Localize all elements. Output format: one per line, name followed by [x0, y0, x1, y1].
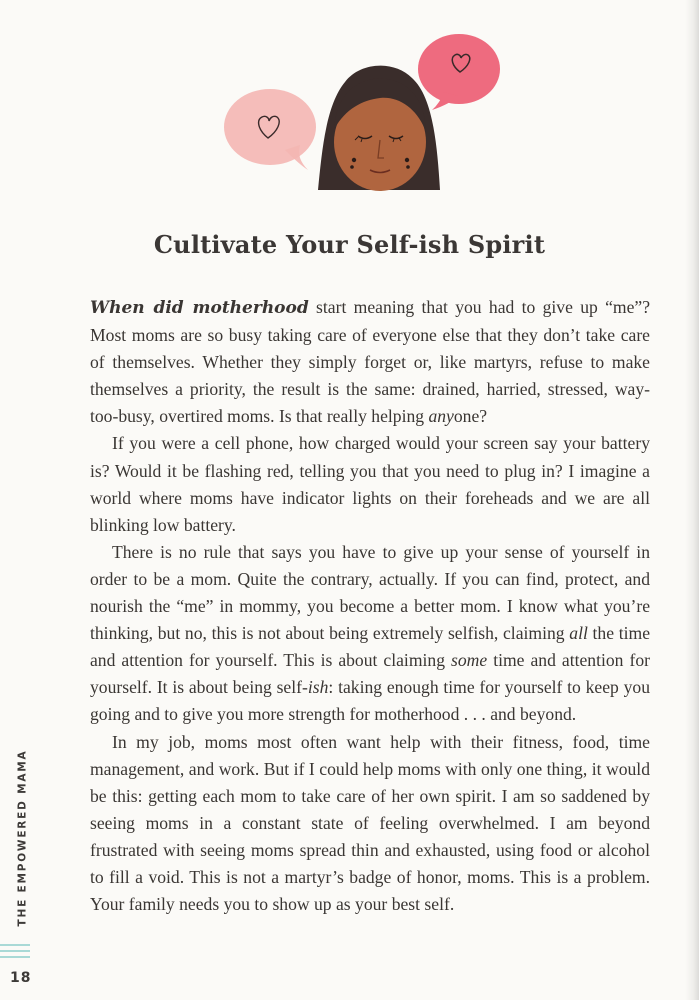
italic-text: ish: [307, 677, 329, 698]
text-segment: If you were a cell phone, how charged would your screen say your battery is? Would it be flashing red, telling you that you need to plug in? I imagine a world where moms have indicator lights on their foreheads and we are all blinking low battery.: [90, 433, 650, 535]
paragraph: [90, 539, 650, 729]
text-segment: one?: [453, 406, 488, 427]
text-segment: In my job, moms most often want help with their fitness, food, time management, and work. But if I could help moms with only one thing, it would be this: getting each mom to take care of her own spirit. I am so saddened by seeing moms in a constant state of feeling overwhelmed. I am beyond frustrated with seeing moms spread thin and exhausted, using food or alcohol to fill a void. This is not a martyr’s badge of honor, moms. This is a problem. Your family needs you to show up as your best self.: [90, 731, 650, 915]
header-illustration: [0, 0, 699, 200]
paragraph: [90, 430, 650, 538]
text-segment: time and attention for yourself. It is about being self-: [90, 650, 651, 698]
accent-lines: [0, 944, 30, 962]
italic-text: all: [569, 623, 588, 644]
right-speech-bubble: [418, 34, 500, 110]
italic-text: any: [428, 406, 454, 427]
paragraph: [90, 729, 650, 919]
paragraph: [90, 294, 650, 430]
woman-face-illustration: [318, 66, 440, 191]
body-text: [90, 294, 650, 918]
text-segment: start meaning that you had to give up “me”? Most moms are so busy taking care of everyone else that they don’t take care of themselves. Whether they simply forget or, like martyrs, refuse to make themselves a priority, the result is the same: drained, harried, stressed, way-too-busy, overtired moms. Is that really helping: [90, 297, 651, 427]
accent-line: [0, 950, 30, 952]
italic-text: some: [451, 650, 488, 671]
page-number: 18: [10, 970, 32, 986]
page-binding-shadow: [685, 0, 699, 1000]
text-segment: : taking enough time for yourself to keep you going and to give you more strength for motherhood . . . and beyond.: [90, 677, 650, 725]
running-head: [8, 748, 36, 928]
accent-line: [0, 956, 30, 958]
text-segment: the time and attention for yourself. This is about claiming: [90, 623, 651, 671]
chapter-title: Cultivate Your Self-ish Spirit: [153, 230, 546, 260]
left-speech-bubble: [224, 89, 316, 170]
text-segment: There is no rule that says you have to give up your sense of yourself in order to be a mom. Quite the contrary, actually. If you can find, protect, and nourish the “me” in mommy, you become a better mom. I know what you’re thinking, but no, this is not about being extremely selfish, claiming: [90, 541, 650, 644]
running-head-text: THE EMPOWERED MAMA: [16, 749, 28, 927]
accent-line: [0, 944, 30, 946]
paragraph-lead-in: When did motherhood: [90, 298, 309, 318]
